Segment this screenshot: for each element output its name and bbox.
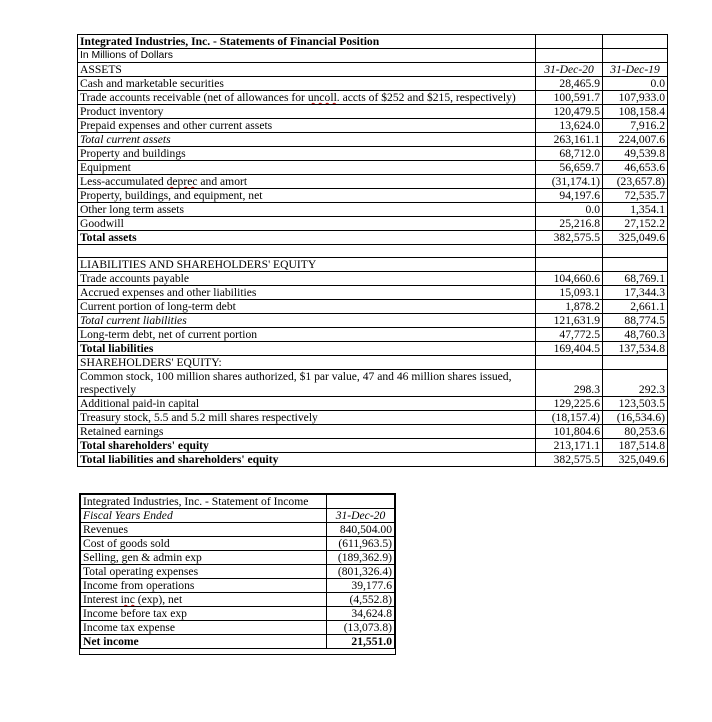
value-2020: 101,804.6 [536,425,603,439]
value-2020: 0.0 [536,203,603,217]
value-2020: 47,772.5 [536,328,603,342]
row-label: Common stock, 100 million shares authorized, $1 par value, 47 and 46 million shares issued, respectively [78,370,536,397]
table-row [78,328,668,342]
value-2020: 56,659.7 [536,161,603,175]
value-2020: 298.3 [536,370,603,397]
table-row [78,439,668,453]
value-2019: (16,534.6) [603,411,668,425]
table-row [78,63,668,77]
table-row [78,133,668,147]
value-2020: 129,225.6 [536,397,603,411]
table-row [78,77,668,91]
value-2019: 2,661.1 [603,300,668,314]
row-value: (611,963.5) [327,537,395,551]
value-2020: (18,157.4) [536,411,603,425]
value-2019: 137,534.8 [603,342,668,356]
row-label: Current portion of long-term debt [78,300,536,314]
table-row [78,119,668,133]
value-2019: 0.0 [603,77,668,91]
value-2019: 187,514.8 [603,439,668,453]
row-label: Income tax expense [81,621,327,635]
row-label: Retained earnings [78,425,536,439]
value-2020: 213,171.1 [536,439,603,453]
table-row [81,551,395,565]
row-value: 21,551.0 [327,635,395,649]
row-value: 840,504.00 [327,523,395,537]
row-label: Additional paid-in capital [78,397,536,411]
value-2020: 15,093.1 [536,286,603,300]
row-label: Other long term assets [78,203,536,217]
table-row [81,635,395,649]
value-2019: 108,158.4 [603,105,668,119]
row-label: Selling, gen & admin exp [81,551,327,565]
label-part: Trade accounts receivable (net of allowances for [80,91,308,104]
row-label [81,593,327,607]
row-label: Total current assets [78,133,536,147]
row-value: 34,624.8 [327,607,395,621]
label-part: . accts of $252 and $215, respectively) [336,91,516,104]
value-2019: 123,503.5 [603,397,668,411]
table-row [78,49,668,63]
table-row [78,425,668,439]
value-2019: 292.3 [603,370,668,397]
table-row [81,607,395,621]
table-row [78,245,668,258]
value-2019: 224,007.6 [603,133,668,147]
row-value: (4,552.8) [327,593,395,607]
value-2020: 68,712.0 [536,147,603,161]
table-row [81,593,395,607]
liabilities-header: LIABILITIES AND SHAREHOLDERS' EQUITY [78,258,536,272]
table-row [78,342,668,356]
income-statement-title: Integrated Industries, Inc. - Statement of Income [81,495,327,509]
table-row [78,189,668,203]
row-label: Net income [81,635,327,649]
value-2019: 80,253.6 [603,425,668,439]
balance-sheet-subtitle: In Millions of Dollars [78,49,536,63]
row-label: Equipment [78,161,536,175]
row-label [78,175,536,189]
table-row [81,621,395,635]
row-label: Total assets [78,231,536,245]
value-2020: 13,624.0 [536,119,603,133]
column-header-2019: 31-Dec-19 [603,63,668,77]
table-row [81,565,395,579]
income-statement-table [80,494,395,649]
row-label: Goodwill [78,217,536,231]
row-label: Total liabilities [78,342,536,356]
value-2019: 1,354.1 [603,203,668,217]
value-2019: 325,049.6 [603,231,668,245]
column-header-2020: 31-Dec-20 [536,63,603,77]
label-part: (exp), net [134,593,183,606]
table-row [78,300,668,314]
row-label [78,91,536,105]
row-label: Accrued expenses and other liabilities [78,286,536,300]
value-2020: 382,575.5 [536,453,603,467]
label-part: deprec [166,175,198,188]
value-2020: 25,216.8 [536,217,603,231]
table-row [78,35,668,49]
table-row [78,217,668,231]
balance-sheet-table [77,34,668,467]
row-label: Total liabilities and shareholders' equity [78,453,536,467]
equity-header: SHAREHOLDERS' EQUITY: [78,356,536,370]
value-2019: 7,916.2 [603,119,668,133]
table-row [78,370,668,397]
table-row [78,161,668,175]
table-row [78,272,668,286]
value-2019: 88,774.5 [603,314,668,328]
row-label: Total current liabilities [78,314,536,328]
assets-header: ASSETS [78,63,536,77]
row-value: (13,073.8) [327,621,395,635]
column-header-2020: 31-Dec-20 [327,509,395,523]
value-2020: 169,404.5 [536,342,603,356]
value-2019: (23,657.8) [603,175,668,189]
row-label: Long-term debt, net of current portion [78,328,536,342]
table-row [78,453,668,467]
row-value: (801,326.4) [327,565,395,579]
table-row [78,286,668,300]
table-row [81,495,395,509]
row-label: Revenues [81,523,327,537]
row-label: Treasury stock, 5.5 and 5.2 mill shares respectively [78,411,536,425]
value-2020: 1,878.2 [536,300,603,314]
label-part: Less-accumulated [80,175,167,188]
value-2019: 325,049.6 [603,453,668,467]
table-row [78,147,668,161]
value-2020: (31,174.1) [536,175,603,189]
row-label: Total shareholders' equity [78,439,536,453]
value-2020: 100,591.7 [536,91,603,105]
row-label: Income from operations [81,579,327,593]
value-2020: 382,575.5 [536,231,603,245]
row-label: Property, buildings, and equipment, net [78,189,536,203]
table-row [81,523,395,537]
value-2020: 120,479.5 [536,105,603,119]
value-2019: 17,344.3 [603,286,668,300]
table-row [81,537,395,551]
table-row [81,509,395,523]
value-2019: 72,535.7 [603,189,668,203]
table-row [78,105,668,119]
row-label: Trade accounts payable [78,272,536,286]
value-2019: 49,539.8 [603,147,668,161]
value-2019: 27,152.2 [603,217,668,231]
value-2019: 107,933.0 [603,91,668,105]
value-2020: 94,197.6 [536,189,603,203]
table-row [78,231,668,245]
table-row [78,91,668,105]
row-value: (189,362.9) [327,551,395,565]
row-label: Prepaid expenses and other current assets [78,119,536,133]
value-2019: 48,760.3 [603,328,668,342]
row-value: 39,177.6 [327,579,395,593]
value-2020: 121,631.9 [536,314,603,328]
row-label: Property and buildings [78,147,536,161]
table-row [78,356,668,370]
table-row [78,203,668,217]
value-2019: 46,653.6 [603,161,668,175]
label-part: inc [120,593,135,606]
label-part: Interest [83,593,121,606]
row-label: Product inventory [78,105,536,119]
row-label: Cost of goods sold [81,537,327,551]
row-label: Cash and marketable securities [78,77,536,91]
balance-sheet-title: Integrated Industries, Inc. - Statements of Financial Position [78,35,536,49]
row-label: Total operating expenses [81,565,327,579]
label-part: and amort [197,175,248,188]
table-row [78,397,668,411]
table-row [81,579,395,593]
row-label: Income before tax exp [81,607,327,621]
table-row [78,411,668,425]
table-row [78,175,668,189]
table-row [78,314,668,328]
value-2020: 263,161.1 [536,133,603,147]
label-part: uncoll [307,91,337,104]
table-row [78,258,668,272]
value-2019: 68,769.1 [603,272,668,286]
value-2020: 104,660.6 [536,272,603,286]
value-2020: 28,465.9 [536,77,603,91]
fiscal-years-label: Fiscal Years Ended [81,509,327,523]
